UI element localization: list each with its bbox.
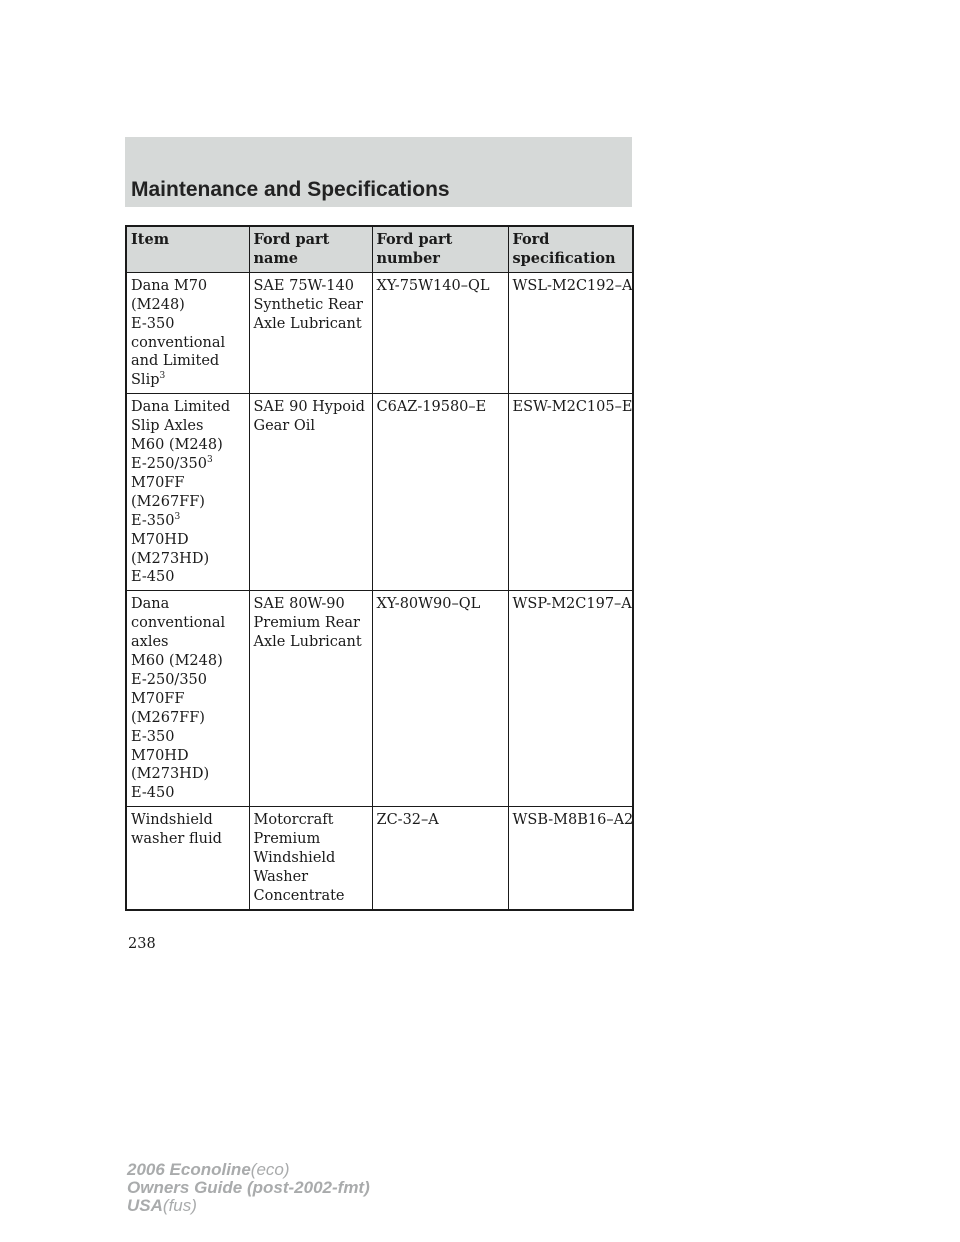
- cell-line: Concentrate: [253, 887, 345, 904]
- cell-line: conventional: [131, 615, 226, 632]
- table-row: [126, 591, 633, 807]
- page-number: 238: [128, 936, 156, 952]
- cell-line: Windshield: [253, 850, 336, 867]
- footer-model-line: [127, 1161, 370, 1179]
- cell-line: Motorcraft: [253, 812, 334, 829]
- cell-part-number: XY-75W140–QL: [372, 272, 508, 393]
- cell-part-number: ZC-32–A: [372, 807, 508, 910]
- cell-line: washer fluid: [131, 831, 222, 848]
- cell-line: E-450: [131, 785, 175, 802]
- cell-item: [126, 807, 249, 910]
- cell-line: (M248): [131, 296, 185, 313]
- footer-guide: Owners Guide (post-2002-fmt): [127, 1178, 370, 1197]
- cell-line: E-450: [131, 569, 175, 586]
- cell-line: conventional: [131, 334, 226, 351]
- cell-line: Gear Oil: [253, 418, 316, 435]
- cell-line: SAE 75W-140: [253, 277, 354, 294]
- cell-line: $E-250/350^3$: [131, 454, 213, 472]
- lubricant-spec-table: [125, 225, 634, 911]
- cell-item: [126, 272, 249, 393]
- cell-line: Dana: [131, 596, 170, 613]
- footer-region: USA: [127, 1196, 163, 1215]
- footnote-marker: 3: [159, 371, 166, 382]
- section-title: Maintenance and Specifications: [131, 178, 450, 201]
- cell-line: Slip$^3$: [131, 371, 166, 389]
- cell-line: Axle Lubricant: [253, 634, 362, 651]
- cell-specification: WSP-M2C197–A: [508, 591, 633, 807]
- cell-part-name: [249, 591, 372, 807]
- cell-line: $E-350^3$: [131, 511, 181, 529]
- cell-part-number: XY-80W90–QL: [372, 591, 508, 807]
- document-footer: [127, 1161, 370, 1215]
- cell-line: E-350: [131, 728, 175, 745]
- cell-line: M70HD: [131, 531, 189, 548]
- cell-line: (M267FF): [131, 493, 205, 510]
- cell-line: Dana Limited: [131, 399, 231, 416]
- cell-line: (M273HD): [131, 550, 210, 567]
- footnote-marker: 3: [174, 511, 181, 522]
- cell-line: (M273HD): [131, 766, 210, 783]
- cell-line: Washer: [253, 869, 309, 885]
- table-row: [126, 394, 633, 591]
- cell-line: Synthetic Rear: [253, 296, 363, 313]
- table-row: [126, 272, 633, 393]
- cell-line: M60 (M248): [131, 653, 223, 670]
- cell-line: M70FF: [131, 690, 185, 707]
- table-row: [126, 807, 633, 910]
- cell-part-name: [249, 807, 372, 910]
- cell-line: Premium: [253, 831, 321, 848]
- cell-line: Premium Rear: [253, 615, 360, 632]
- cell-line: Dana M70: [131, 277, 208, 294]
- cell-line: M70FF: [131, 474, 185, 491]
- column-header-item: Item: [126, 226, 249, 272]
- cell-line: SAE 80W-90: [253, 596, 345, 613]
- cell-line: M60 (M248): [131, 437, 223, 454]
- cell-line: E-250/350: [131, 671, 207, 688]
- footnote-marker: 3: [207, 454, 213, 465]
- cell-line: Windshield: [131, 812, 213, 829]
- cell-part-name: [249, 272, 372, 393]
- cell-line: and Limited: [131, 353, 220, 370]
- cell-line: axles: [131, 634, 169, 651]
- cell-item: [126, 591, 249, 807]
- table-body: [126, 272, 633, 910]
- cell-specification: ESW-M2C105–E: [508, 394, 633, 591]
- cell-specification: WSL-M2C192–A: [508, 272, 633, 393]
- footer-region-code: (fus): [162, 1196, 197, 1215]
- cell-line: M70HD: [131, 747, 189, 764]
- cell-line: Axle Lubricant: [253, 315, 362, 332]
- cell-line: SAE 90 Hypoid: [253, 399, 365, 416]
- column-header-part-number: Ford part number: [372, 226, 508, 272]
- cell-item: [126, 394, 249, 591]
- table-header-row: [126, 226, 633, 272]
- cell-part-name: [249, 394, 372, 591]
- footer-model-code: (eco): [250, 1160, 290, 1179]
- column-header-specification: Ford specification: [508, 226, 633, 272]
- cell-line: (M267FF): [131, 709, 205, 726]
- cell-part-number: C6AZ-19580–E: [372, 394, 508, 591]
- cell-line: Slip Axles: [131, 418, 204, 435]
- footer-model: 2006 Econoline: [127, 1160, 251, 1179]
- column-header-part-name: Ford part name: [249, 226, 372, 272]
- cell-specification: WSB-M8B16–A2: [508, 807, 633, 910]
- footer-region-line: [127, 1197, 370, 1215]
- cell-line: E-350: [131, 315, 175, 332]
